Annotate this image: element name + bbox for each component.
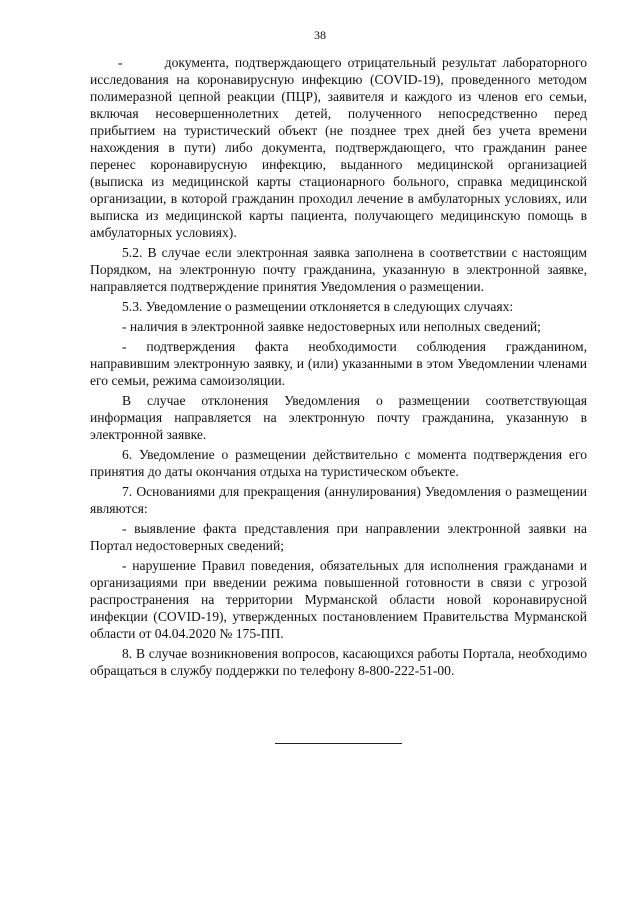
paragraph-rejection-reason-2: - подтверждения факта необходимости соблюдения гражданином, направившим электронную заявку, и (или) указанными в этом Уведомлении членами его семьи, режима самоизоляции. (90, 339, 587, 388)
paragraph-termination-reason-1: - выявление факта представления при направлении электронной заявки на Портал недостоверных сведений; (90, 521, 587, 553)
paragraph-5-3: 5.3. Уведомление о размещении отклоняется в следующих случаях: (122, 299, 514, 314)
closing-rule (275, 743, 402, 744)
paragraph-covid-test-document: - документа, подтверждающего отрицательный результат лабораторного исследования на коронавирусную инфекцию (COVID-19), проведенного методом полимеразной цепной реакции (ПЦР), заявителя и каждого из членов его семьи, включая несовершеннолетних детей, полученного непосредственно перед прибытием на туристический объект (не позднее трех дней без учета времени нахождения в пути) либо документа, подтверждающего, что гражданин ранее перенес коронавирусную инфекцию, выданного медицинской организацией (выписка из медицинской карты стационарного больного, справка медицинской организации, в которой гражданин проходил лечение в амбулаторных условиях, или выписка из медицинской карты пациента, получающего медицинскую помощь в амбулаторных условиях). (90, 55, 587, 240)
paragraph-7: 7. Основаниями для прекращения (аннулирования) Уведомления о размещении являются: (90, 484, 587, 516)
document-body (90, 54, 587, 682)
paragraph-6: 6. Уведомление о размещении действительно с момента подтверждения его принятия до даты окончания отдыха на туристическом объекте. (90, 447, 587, 479)
paragraph-8: 8. В случае возникновения вопросов, касающихся работы Портала, необходимо обращаться в службу поддержки по телефону 8-800-222-51-00. (90, 646, 587, 678)
paragraph-rejection-notice: В случае отклонения Уведомления о размещении соответствующая информация направляется на электронную почту гражданина, указанную в электронной заявке. (90, 393, 587, 442)
paragraph-5-2: 5.2. В случае если электронная заявка заполнена в соответствии с настоящим Порядком, на электронную почту гражданина, указанную в электронной заявке, направляется подтверждение принятия Уведомления о размещении. (90, 245, 587, 294)
paragraph-termination-reason-2: - нарушение Правил поведения, обязательных для исполнения гражданами и организациями при введении режима повышенной готовности в связи с угрозой распространения на территории Мурманской области новой коронавирусной инфекции (COVID-19), утвержденных постановлением Правительства Мурманской области от 04.04.2020 № 175-ПП. (90, 558, 587, 641)
paragraph-rejection-reason-1: - наличия в электронной заявке недостоверных или неполных сведений; (122, 319, 541, 334)
page-number: 38 (314, 28, 326, 42)
